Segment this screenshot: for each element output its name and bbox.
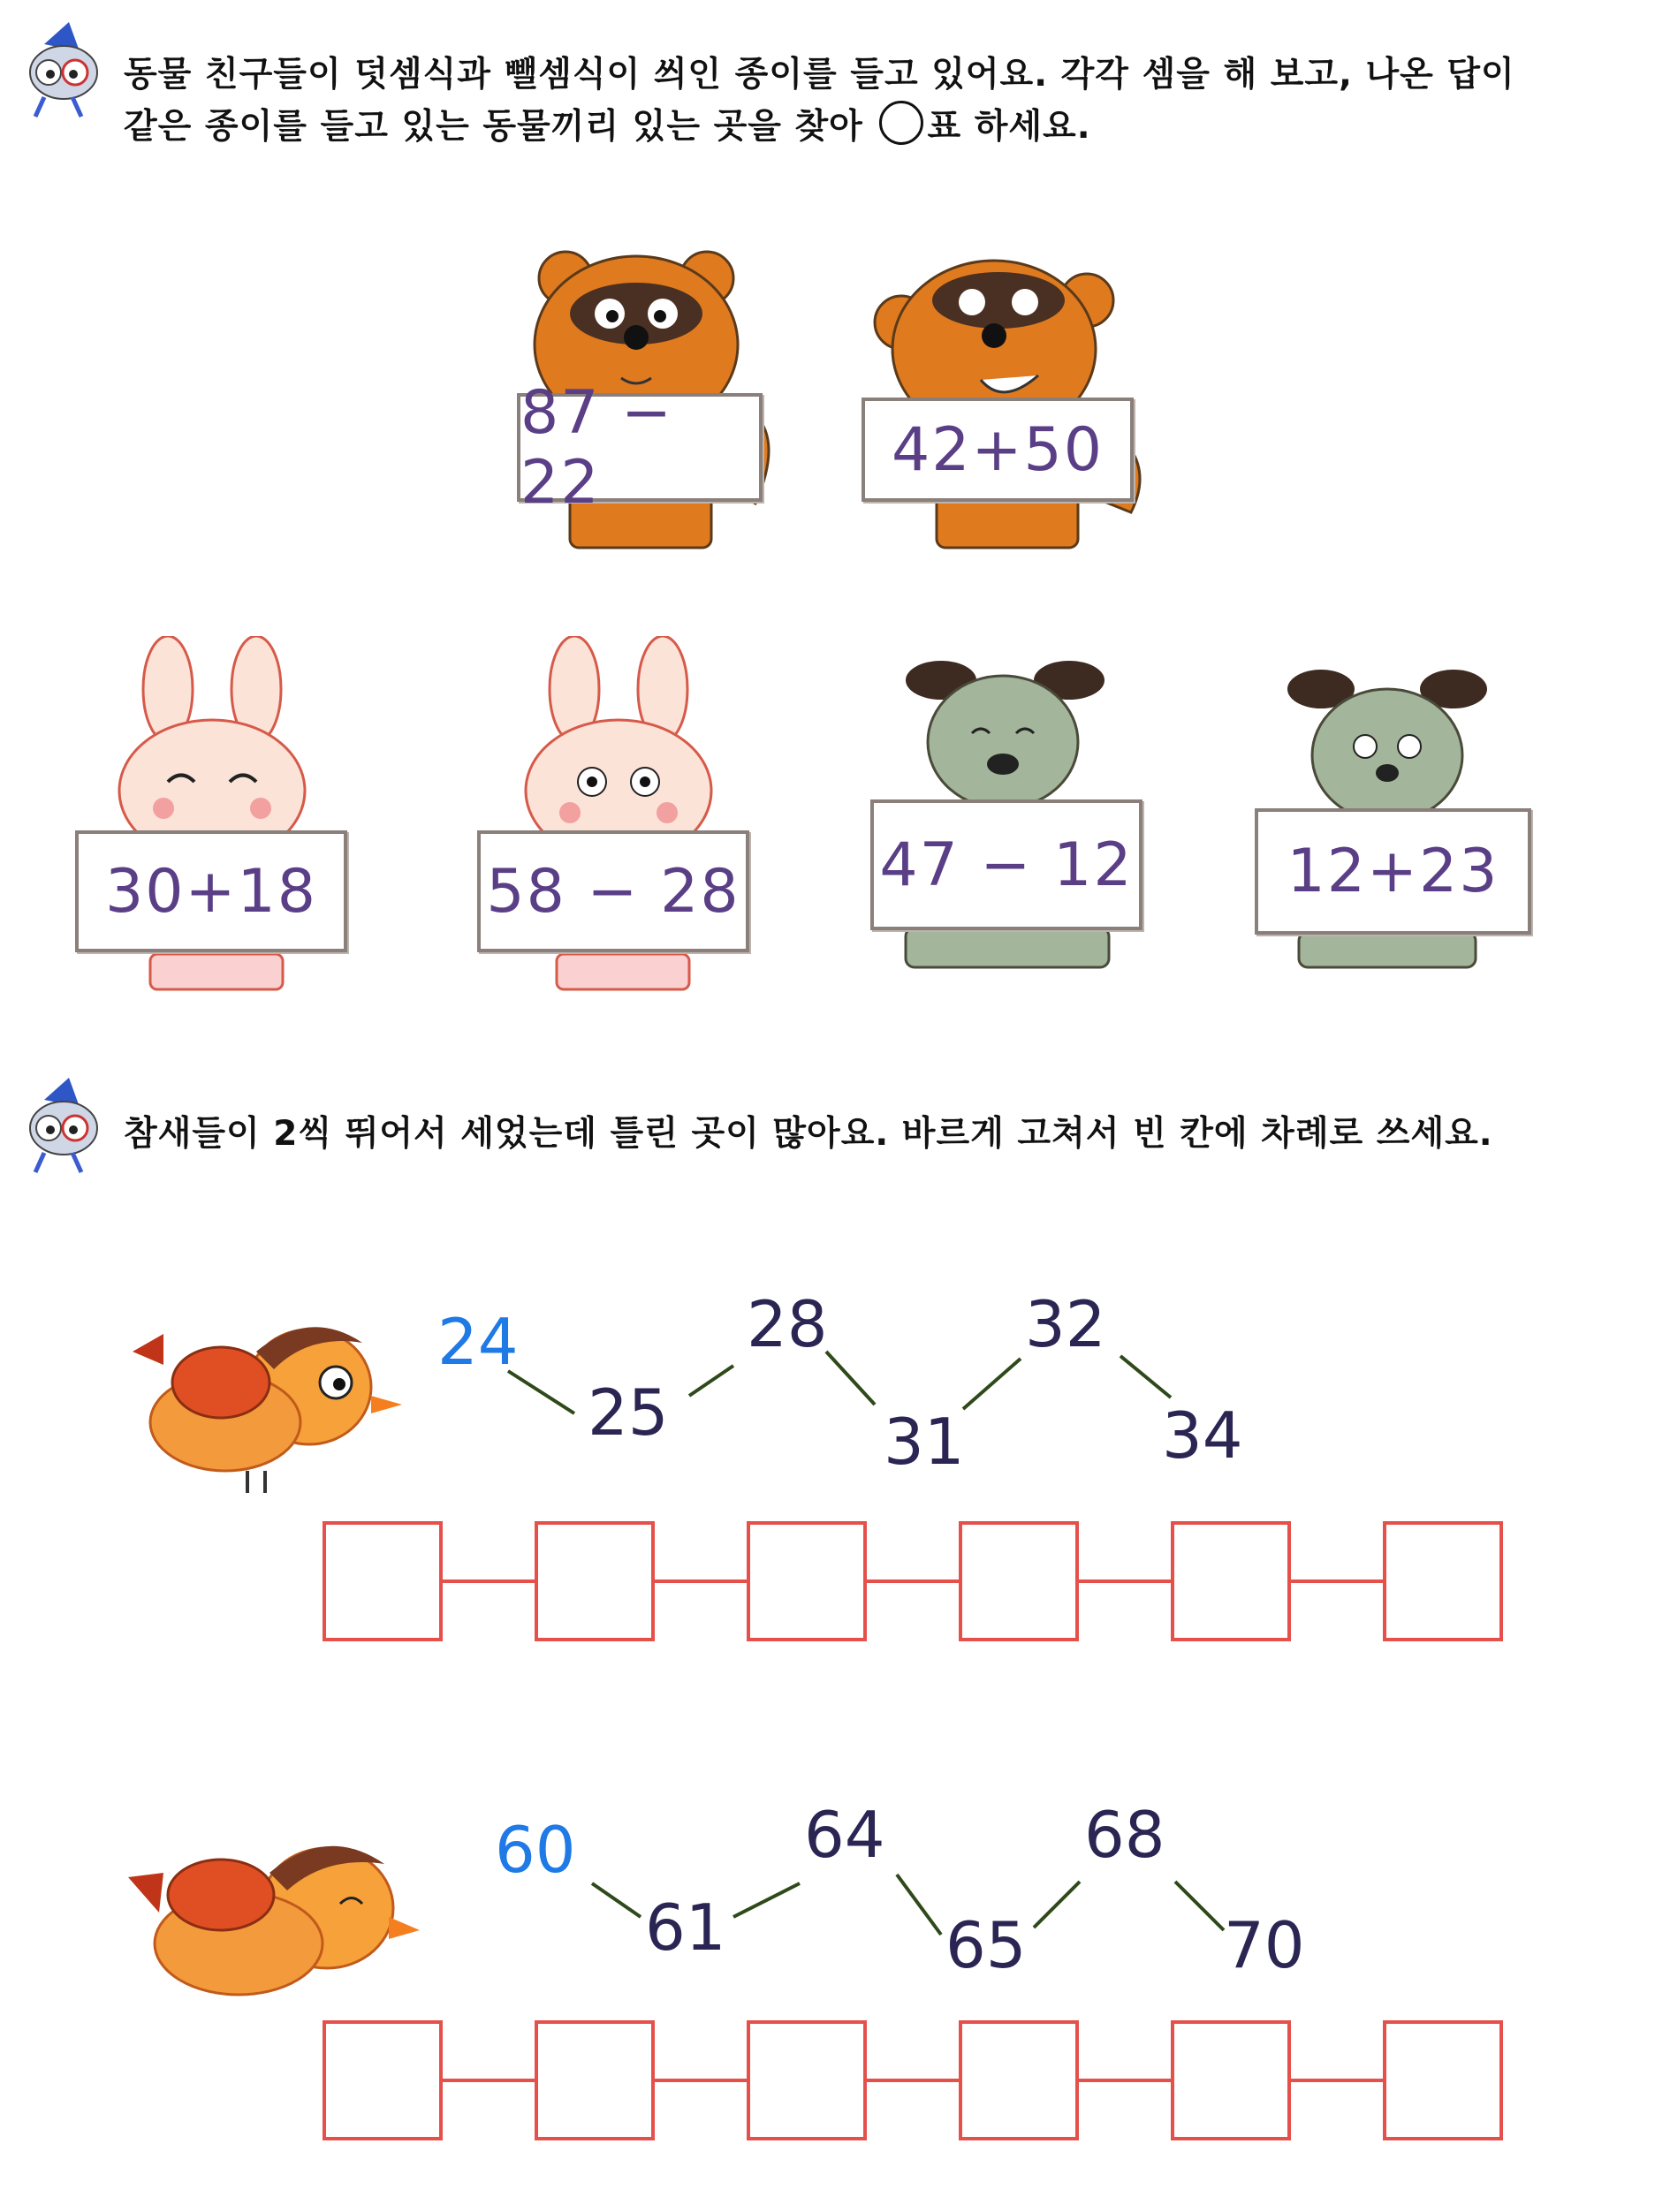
sign-3: [75, 830, 347, 952]
rabbit-2[interactable]: [468, 636, 760, 1007]
sign-4-text: 58 − 28: [486, 856, 740, 927]
instruction-line-2-end: 표 하세요.: [927, 107, 1091, 147]
sign-5: [870, 799, 1142, 930]
answer-box-row1-4[interactable]: [959, 1521, 1079, 1641]
instruction-line-2: [124, 101, 1643, 153]
answer-box-row1-3[interactable]: [747, 1521, 867, 1641]
answer-box-row2-1[interactable]: [323, 2020, 443, 2140]
answer-box-row2-2[interactable]: [535, 2020, 655, 2140]
connector-line: [1079, 2079, 1171, 2082]
row2-number-2: 61: [645, 1890, 726, 1965]
circle-mark-icon: [879, 101, 923, 145]
sign-1-text: 87 − 22: [520, 377, 674, 518]
row1-number-1: 24: [437, 1305, 519, 1379]
connector-line: [1291, 2079, 1383, 2082]
answer-box-row1-2[interactable]: [535, 1521, 655, 1641]
answer-box-row1-5[interactable]: [1171, 1521, 1291, 1641]
connector-line: [443, 2079, 535, 2082]
raccoon-1[interactable]: [490, 239, 782, 557]
mascot-icon: [18, 1073, 102, 1179]
sign-2: [862, 398, 1134, 502]
instruction-line-1: 동물 친구들이 덧셈식과 뺄셈식이 씌인 종이를 들고 있어요. 각각 셈을 해 보고, 나온 답이: [124, 55, 1515, 95]
row1-number-2: 25: [588, 1375, 669, 1450]
answer-box-row2-5[interactable]: [1171, 2020, 1291, 2140]
answer-box-row2-4[interactable]: [959, 2020, 1079, 2140]
row1-number-5: 32: [1025, 1287, 1106, 1361]
answer-box-row1-1[interactable]: [323, 1521, 443, 1641]
sign-4: [477, 830, 749, 952]
row2-number-6: 70: [1224, 1908, 1305, 1982]
puppy-2[interactable]: [1246, 663, 1537, 981]
row2-number-5: 68: [1084, 1798, 1165, 1872]
answer-box-row2-6[interactable]: [1383, 2020, 1503, 2140]
row2-number-4: 65: [945, 1908, 1027, 1982]
sign-5-text: 47 − 12: [879, 830, 1134, 900]
connector-line: [867, 1579, 959, 1583]
row1-number-6: 34: [1162, 1398, 1243, 1473]
connector-line: [443, 1579, 535, 1583]
connector-line: [655, 2079, 747, 2082]
connector-line: [655, 1579, 747, 1583]
puppy-1[interactable]: [857, 645, 1158, 981]
connector-line: [1079, 1579, 1171, 1583]
answer-box-row2-3[interactable]: [747, 2020, 867, 2140]
sign-6-text: 12+23: [1287, 837, 1499, 906]
row1-number-3: 28: [747, 1287, 828, 1361]
sign-6: [1255, 808, 1531, 935]
sign-1: [517, 377, 763, 518]
instruction-line-2-start: 같은 종이를 들고 있는 동물끼리 있는 곳을 찾아: [124, 107, 863, 147]
instruction-section-2: 참새들이 2씩 뛰어서 세었는데 틀린 곳이 많아요. 바르게 고쳐서 빈 칸에 차례로 쓰세요.: [124, 1114, 1493, 1154]
row1-number-4: 31: [884, 1405, 965, 1479]
row2-number-3: 64: [804, 1798, 885, 1872]
mascot-icon: [18, 18, 102, 124]
sign-3-text: 30+18: [104, 856, 318, 927]
connector-line: [867, 2079, 959, 2082]
row2-number-1: 60: [495, 1813, 576, 1887]
answer-box-row1-6[interactable]: [1383, 1521, 1503, 1641]
sign-2-text: 42+50: [891, 414, 1104, 485]
connector-line: [1291, 1579, 1383, 1583]
raccoon-2[interactable]: [848, 239, 1166, 557]
rabbit-1[interactable]: [62, 636, 353, 1007]
